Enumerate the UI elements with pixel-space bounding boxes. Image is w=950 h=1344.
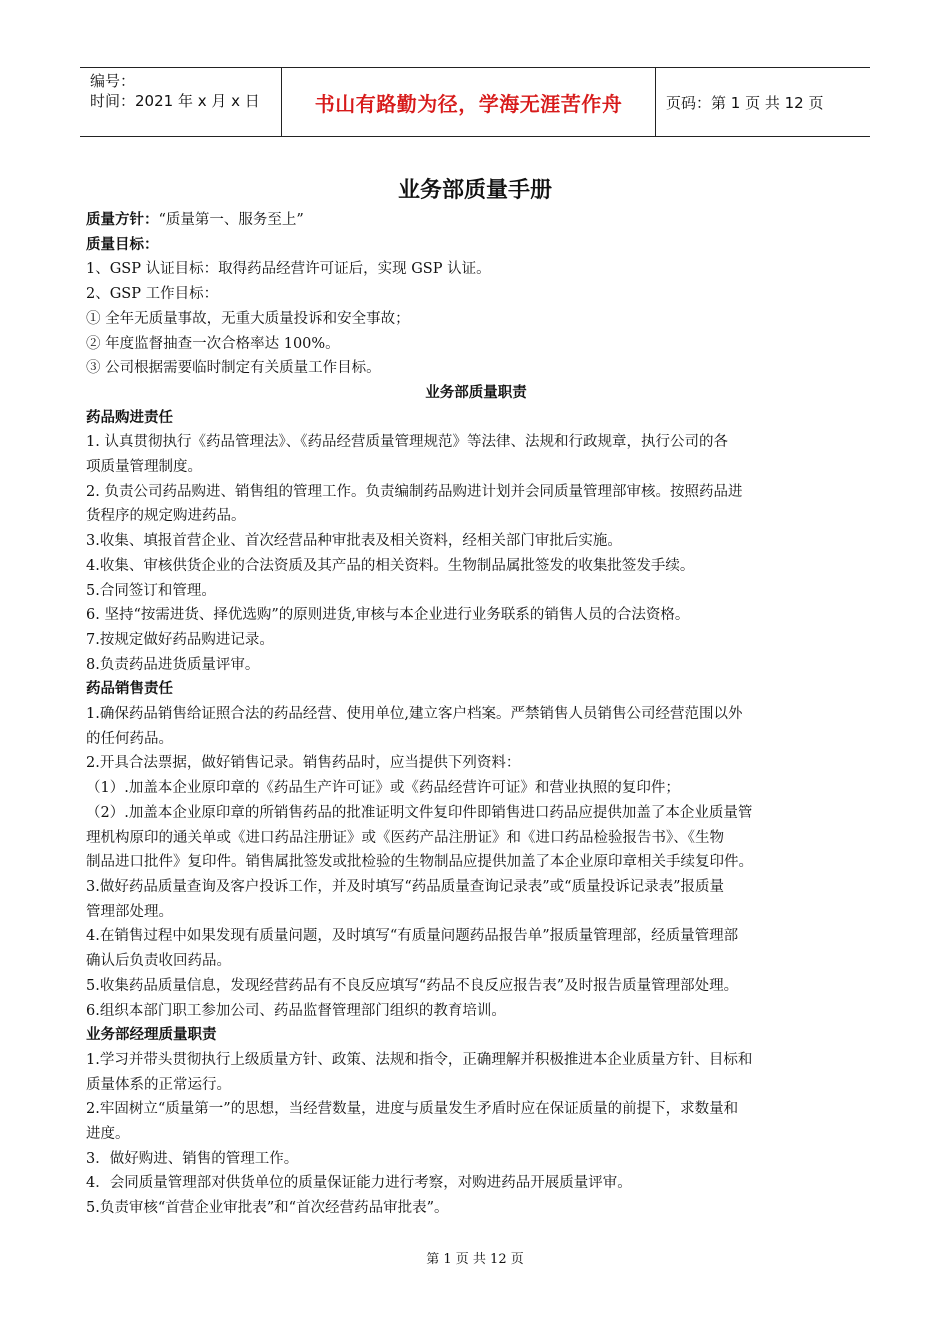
header-page-info: 页码：第 1 页 共 12 页 <box>666 93 824 112</box>
sales-duty-line: 理机构原印的通关单或《进口药品注册证》或《医药产品注册证》和《进口药品检验报告书》、《生物 <box>86 829 724 846</box>
sales-heading: 药品销售责任 <box>86 681 173 698</box>
sales-duties-list <box>86 702 866 1023</box>
manager-duties-list <box>86 1048 866 1221</box>
quality-policy-text: “质量第一、服务至上” <box>158 212 304 228</box>
sales-duty-line: 4.在销售过程中如果发现有质量问题，及时填写“有质量问题药品报告单”报质量管理部，经质量管理部 <box>86 928 739 945</box>
goal-item: ③ 公司根据需要临时制定有关质量工作目标。 <box>86 360 381 377</box>
sales-duty-line: 1.确保药品销售给证照合法的药品经营、使用单位,建立客户档案。严禁销售人员销售公司经营范围以外 <box>86 706 743 723</box>
quality-goals-label: 质量目标： <box>86 236 159 253</box>
goal-item: ② 年度监督抽查一次合格率达 100%。 <box>86 335 340 352</box>
manager-duty-line: 1.学习并带头贯彻执行上级质量方针、政策、法规和指令，正确理解并积极推进本企业质量方针、目标和 <box>86 1051 753 1068</box>
page-footer: 第 1 页 共 12 页 <box>426 1252 524 1267</box>
sales-duty-line: 5.收集药品质量信息，发现经营药品有不良反应填写“药品不良反应报告表”及时报告质量管理部处理。 <box>86 977 739 994</box>
purchase-duty-line: 3.收集、填报首营企业、首次经营品种审批表及相关资料，经相关部门审批后实施。 <box>86 533 622 550</box>
duties-title: 业务部质量职责 <box>425 384 527 401</box>
sales-duty-line: 6.组织本部门职工参加公司、药品监督管理部门组织的教育培训。 <box>86 1002 506 1019</box>
goal-item: ① 全年无质量事故，无重大质量投诉和安全事故； <box>86 310 410 327</box>
manager-duty-line: 进度。 <box>86 1126 130 1143</box>
quality-goals-list <box>86 257 866 381</box>
purchase-duty-line: 2. 负责公司药品购进、销售组的管理工作。负责编制药品购进计划并会同质量管理部审核。按照药品进 <box>86 483 743 500</box>
purchase-duty-line: 项质量管理制度。 <box>86 459 202 476</box>
sales-duty-line: （2）.加盖本企业原印章的所销售药品的批准证明文件复印件即销售进口药品应提供加盖了本企业质量管 <box>86 804 753 821</box>
goal-item: 1、GSP 认证目标：取得药品经营许可证后，实现 GSP 认证。 <box>86 261 491 278</box>
header-motto: 书山有路勤为径，学海无涯苦作舟 <box>282 68 656 136</box>
document-number-label: 编号： <box>90 72 136 90</box>
goal-item: 2、GSP 工作目标： <box>86 286 219 303</box>
manager-duty-line: 4．会同质量管理部对供货单位的质量保证能力进行考察，对购进药品开展质量评审。 <box>86 1175 632 1192</box>
purchase-duties-list <box>86 430 866 677</box>
purchase-duty-line: 7.按规定做好药品购进记录。 <box>86 631 274 648</box>
sales-duty-line: 3.做好药品质量查询及客户投诉工作，并及时填写“药品质量查询记录表”或“质量投诉记录表”报质量 <box>86 878 724 895</box>
page-title: 业务部质量手册 <box>397 178 552 203</box>
sales-duty-line: 管理部处理。 <box>86 903 173 920</box>
purchase-duty-line: 1. 认真贯彻执行《药品管理法》、《药品经营质量管理规范》等法律、法规和行政规章，执行公司的各 <box>86 434 728 451</box>
manager-heading: 业务部经理质量职责 <box>86 1027 217 1044</box>
purchase-duty-line: 8.负责药品进货质量评审。 <box>86 656 260 673</box>
manager-duty-line: 2.牢固树立“质量第一”的思想，当经营数量，进度与质量发生矛盾时应在保证质量的前提下，求数量和 <box>86 1101 739 1118</box>
sales-duty-line: 确认后负责收回药品。 <box>86 953 231 970</box>
purchase-duty-line: 4.收集、审核供货企业的合法资质及其产品的相关资料。生物制品属批签发的收集批签发手续。 <box>86 557 695 574</box>
quality-policy <box>86 208 866 233</box>
sales-duty-line: 2.开具合法票据，做好销售记录。销售药品时，应当提供下列资料： <box>86 755 521 772</box>
document-body <box>86 208 866 1221</box>
manager-duty-line: 3．做好购进、销售的管理工作。 <box>86 1150 299 1167</box>
header-info-cell <box>80 68 282 136</box>
sales-duty-line: 制品进口批件》复印件。销售属批签发或批检验的生物制品应提供加盖了本企业原印章相关手续复印件。 <box>86 854 753 871</box>
sales-duty-line: （1）.加盖本企业原印章的《药品生产许可证》或《药品经营许可证》和营业执照的复印件； <box>86 780 680 797</box>
purchase-duty-line: 5.合同签订和管理。 <box>86 582 216 599</box>
document-date: 时间：2021 年 x 月 x 日 <box>90 92 260 110</box>
quality-policy-label: 质量方针： <box>86 212 159 228</box>
manager-duty-line: 质量体系的正常运行。 <box>86 1076 231 1093</box>
header-table <box>80 67 870 137</box>
purchase-duty-line: 6. 坚持“按需进货、择优选购”的原则进货,审核与本企业进行业务联系的销售人员的合法资格。 <box>86 607 690 624</box>
manager-duty-line: 5.负责审核“首营企业审批表”和“首次经营药品审批表”。 <box>86 1200 449 1217</box>
sales-duty-line: 的任何药品。 <box>86 730 173 747</box>
purchase-duty-line: 货程序的规定购进药品。 <box>86 508 246 525</box>
purchase-heading: 药品购进责任 <box>86 409 173 426</box>
